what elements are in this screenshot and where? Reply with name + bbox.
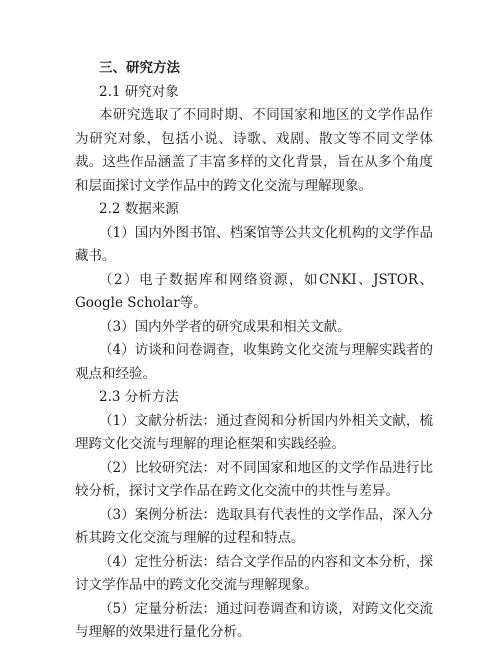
paragraph-method-comparison: （2）比较研究法：对不同国家和地区的文学作品进行比较分析，探讨文学作品在跨文化交流中的共性与差异。 (75, 459, 433, 499)
paragraph-method-quantitative: （5）定量分析法：通过问卷调查和访谈，对跨文化交流与理解的效果进行量化分析。 (75, 600, 433, 640)
subsection-heading-research-object: 2.1 研究对象 (99, 83, 179, 100)
document-body (75, 57, 433, 645)
section-heading: 三、研究方法 (99, 60, 180, 76)
paragraph-method-literature: （1）文献分析法：通过查阅和分析国内外相关文献，梳理跨文化交流与理解的理论框架和实践经验。 (75, 412, 433, 452)
paragraph-research-object: 本研究选取了不同时期、不同国家和地区的文学作品作为研究对象，包括小说、诗歌、戏剧、散文等不同文学体裁。这些作品涵盖了丰富多样的文化背景，旨在从多个角度和层面探讨文学作品中的跨文化交流与理解现象。 (75, 107, 433, 194)
paragraph-data-source-4: （4）访谈和问卷调查，收集跨文化交流与理解实践者的观点和经验。 (75, 342, 433, 382)
paragraph-data-source-2: （2）电子数据库和网络资源，如CNKI、JSTOR、Google Scholar等。 (75, 271, 433, 311)
paragraph-data-source-3: （3）国内外学者的研究成果和相关文献。 (99, 318, 351, 335)
subsection-heading-data-source: 2.2 数据来源 (99, 201, 179, 217)
paragraph-method-case: （3）案例分析法：选取具有代表性的文学作品，深入分析其跨文化交流与理解的过程和特点。 (75, 506, 433, 546)
subsection-heading-analysis-method: 2.3 分析方法 (99, 389, 179, 405)
paragraph-method-qualitative: （4）定性分析法：结合文学作品的内容和文本分析，探讨文学作品中的跨文化交流与理解现象。 (75, 553, 433, 593)
paragraph-data-source-1: （1）国内外图书馆、档案馆等公共文化机构的文学作品藏书。 (75, 224, 433, 264)
